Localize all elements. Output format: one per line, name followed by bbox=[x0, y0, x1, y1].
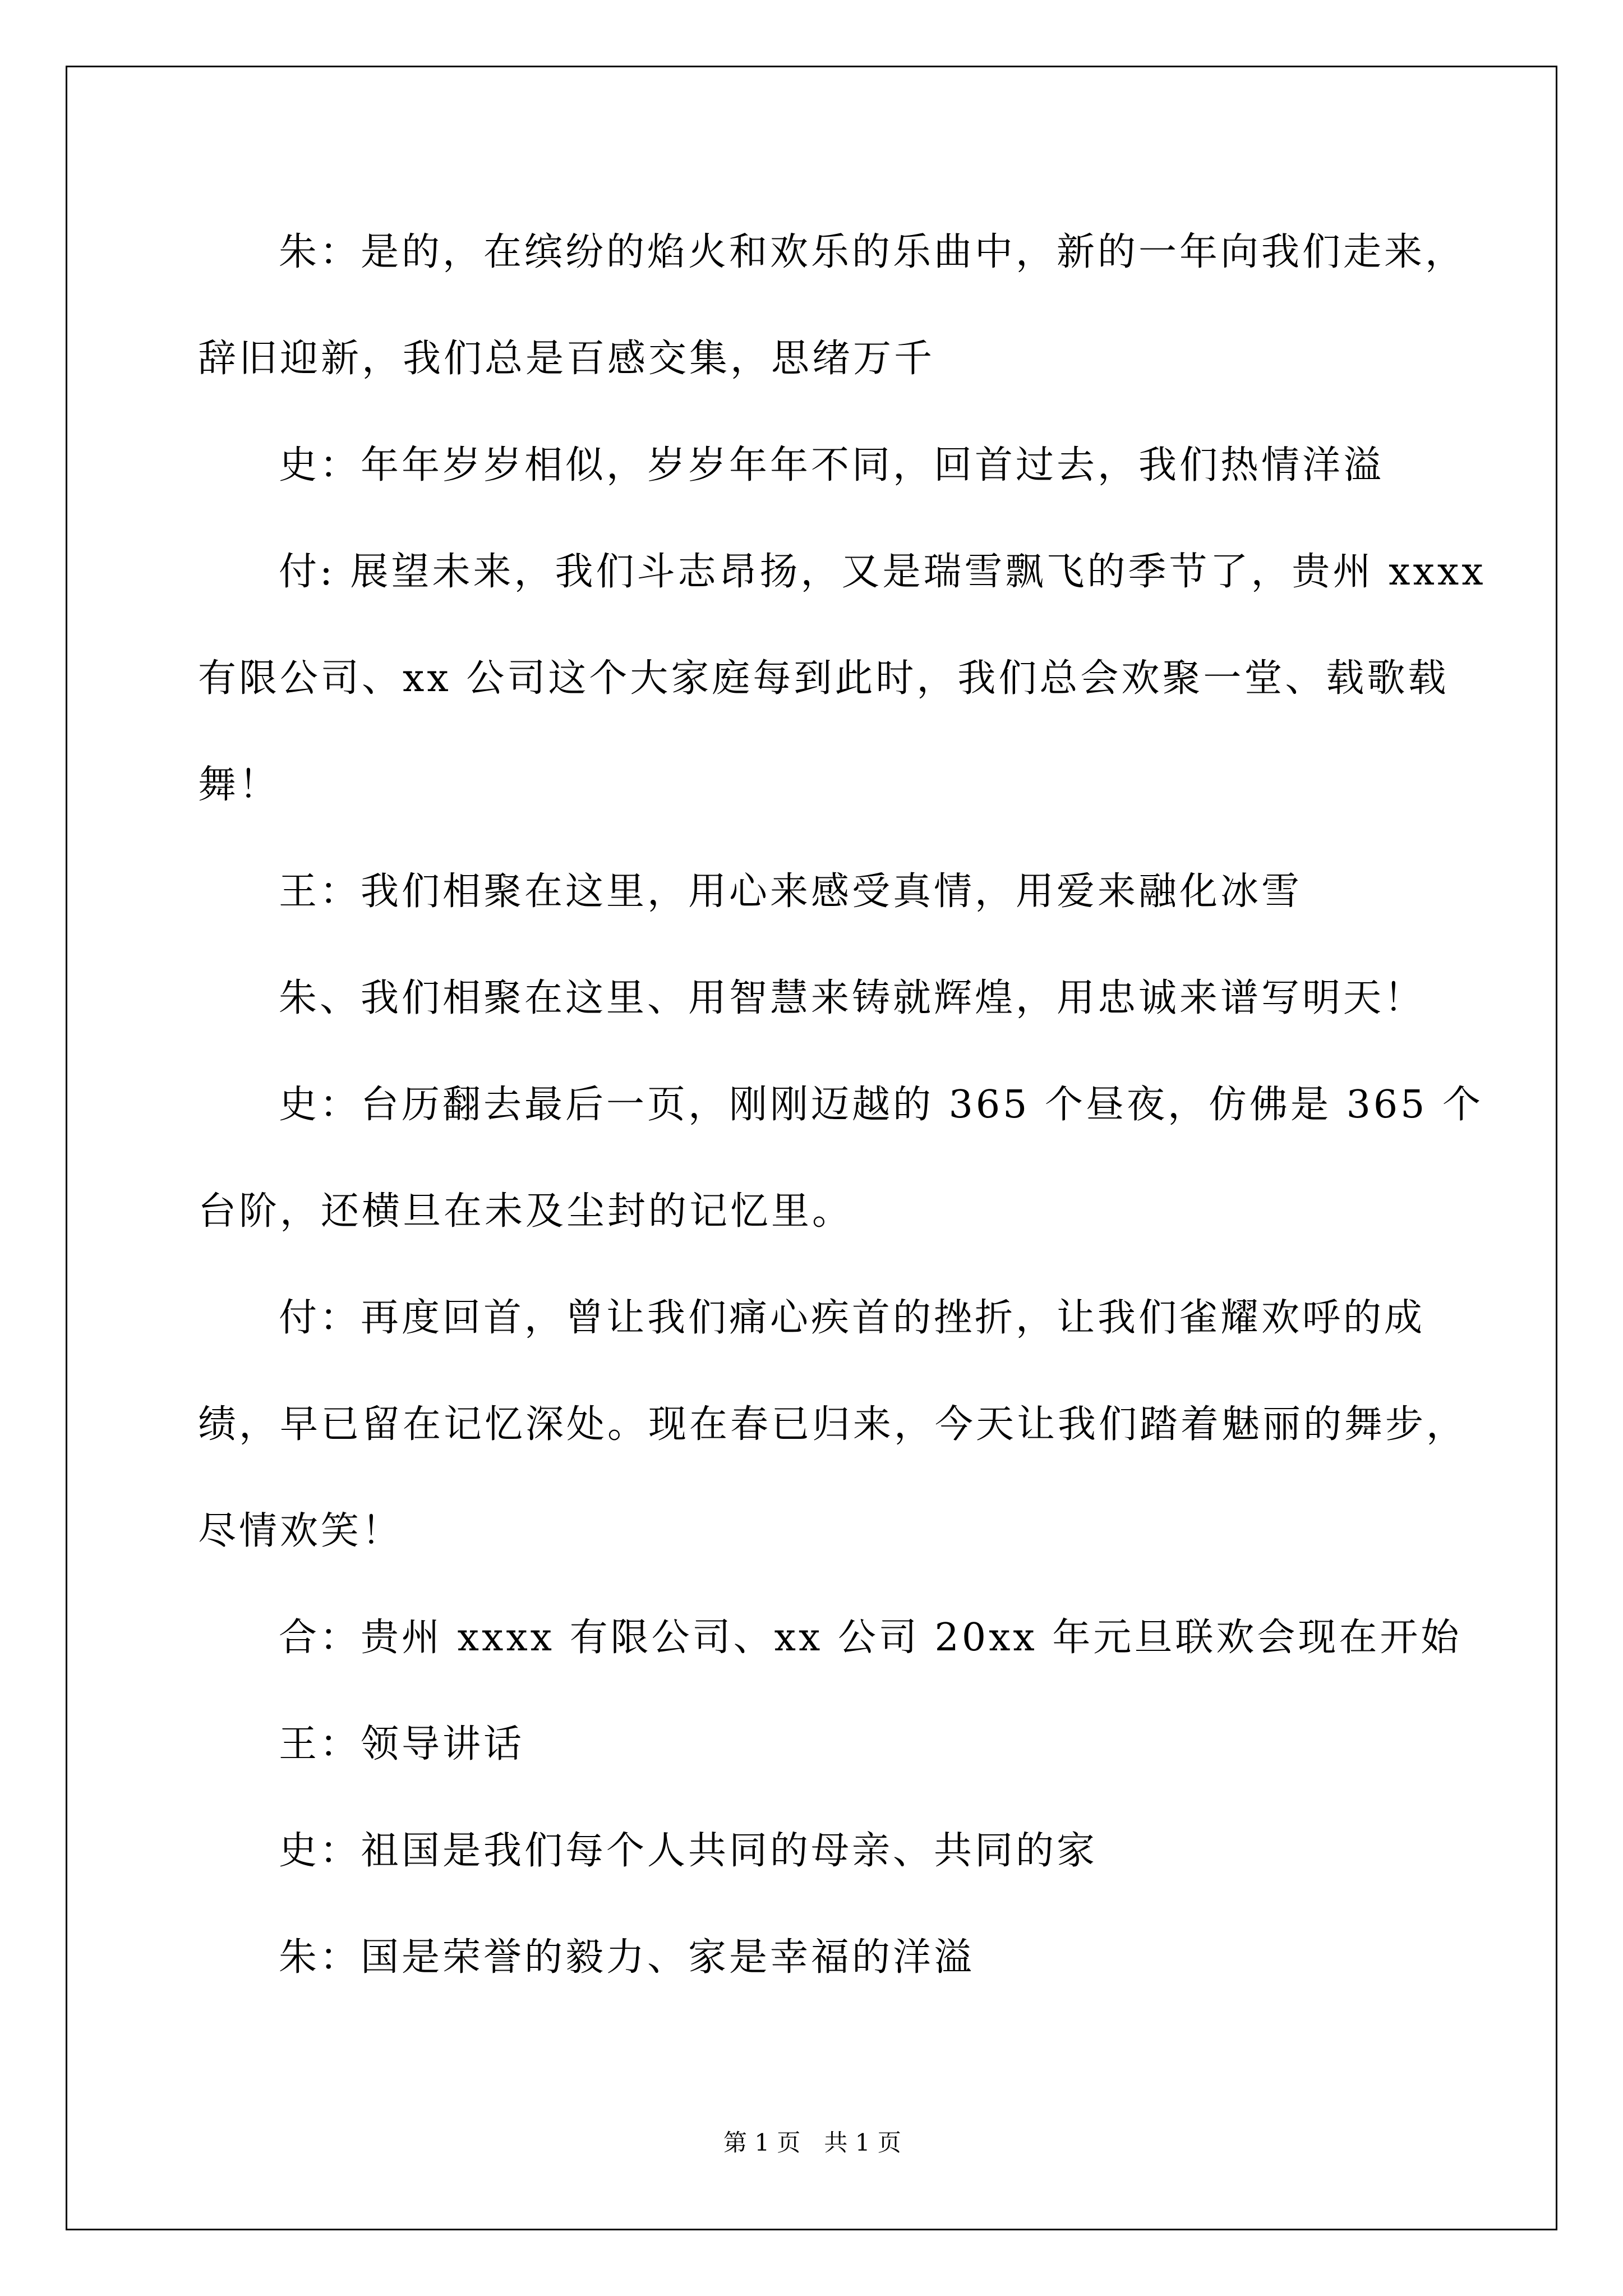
text-line: 付: 展望未来，我们斗志昂扬，又是瑞雪飘飞的季节了，贵州 xxxx bbox=[279, 550, 1486, 594]
text-line: 朱：国是荣誉的毅力、家是幸福的洋溢 bbox=[279, 1935, 975, 1980]
text-line: 史：年年岁岁相似，岁岁年年不同，回首过去，我们热情洋溢 bbox=[279, 443, 1385, 487]
text-line: 辞旧迎新，我们总是百感交集，思绪万千 bbox=[198, 337, 935, 381]
text-line: 史：祖国是我们每个人共同的母亲、共同的家 bbox=[279, 1829, 1098, 1873]
text-line: 朱、我们相聚在这里、用智慧来铸就辉煌，用忠诚来谱写明天！ bbox=[279, 976, 1426, 1020]
page-border bbox=[66, 66, 1557, 2230]
text-line: 尽情欢笑！ bbox=[198, 1509, 403, 1553]
text-line: 朱：是的，在缤纷的焰火和欢乐的乐曲中，新的一年向我们走来， bbox=[279, 230, 1467, 274]
text-line: 绩，早已留在记忆深处。现在春已归来，今天让我们踏着魅丽的舞步， bbox=[198, 1402, 1468, 1447]
text-line: 有限公司、xx 公司这个大家庭每到此时，我们总会欢聚一堂、载歌载 bbox=[198, 656, 1449, 701]
text-line: 王：领导讲话 bbox=[279, 1722, 525, 1766]
text-line: 合：贵州 xxxx 有限公司、xx 公司 20xx 年元旦联欢会现在开始 bbox=[279, 1616, 1462, 1660]
text-line: 舞！ bbox=[198, 763, 280, 807]
text-line: 台阶，还横旦在未及尘封的记忆里。 bbox=[198, 1189, 854, 1234]
text-line: 付：再度回首，曾让我们痛心疾首的挫折，让我们雀耀欢呼的成 bbox=[279, 1296, 1426, 1340]
text-line: 史：台历翻去最后一页，刚刚迈越的 365 个昼夜，仿佛是 365 个 bbox=[279, 1083, 1484, 1127]
text-line: 王：我们相聚在这里，用心来感受真情，用爱来融化冰雪 bbox=[279, 869, 1303, 914]
page-number: 第 1 页 共 1 页 bbox=[723, 2129, 901, 2156]
